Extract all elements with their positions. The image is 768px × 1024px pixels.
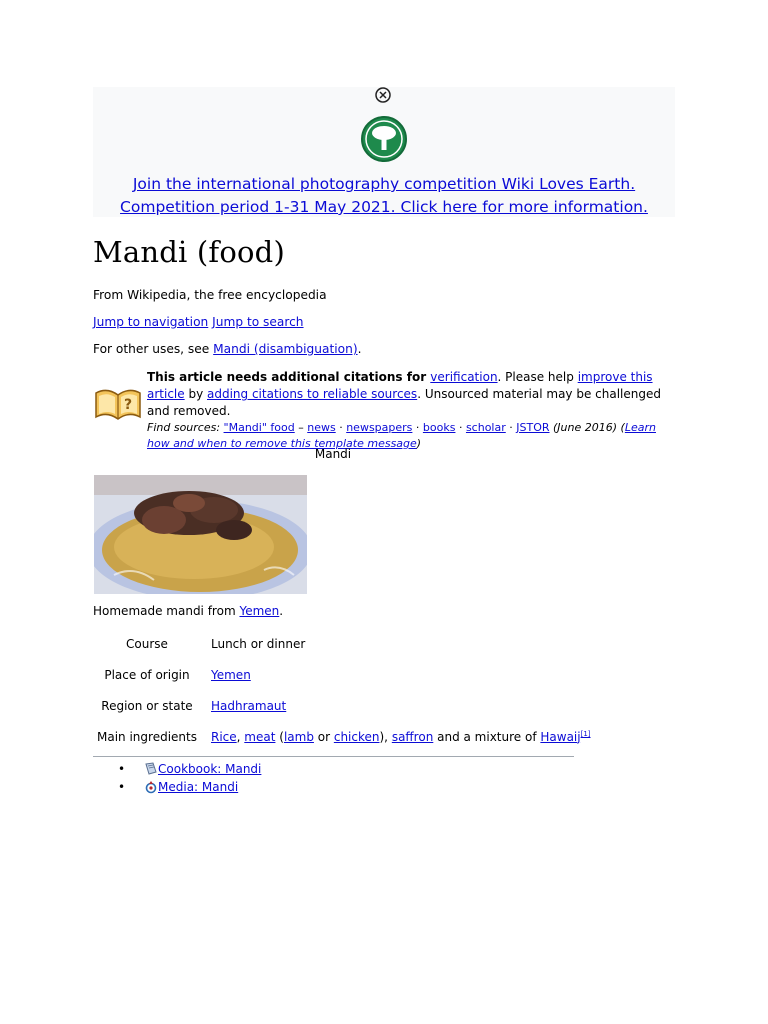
infobox-divider: [93, 756, 574, 757]
notice-text-1: This article needs additional citations for: [147, 370, 431, 384]
hawaij-link[interactable]: Hawaij: [540, 729, 581, 744]
photo-caption-prefix: Homemade mandi from: [93, 604, 240, 618]
origin-yemen-link[interactable]: Yemen: [211, 667, 251, 682]
notice-text-4: . Unsourced material may be challenged and removed.: [147, 387, 661, 418]
notice-text-3: by: [184, 387, 207, 401]
scholar-link[interactable]: scholar: [465, 421, 506, 434]
notice-date: (June 2016): [549, 421, 621, 434]
infobox-title: Mandi: [314, 447, 352, 461]
notice-text-2: . Please help: [497, 370, 578, 384]
cookbook-link[interactable]: Cookbook: Mandi: [158, 762, 262, 776]
media-link[interactable]: Media: Mandi: [158, 780, 239, 794]
infobox-row-origin: [93, 659, 593, 690]
infobox-table: [93, 628, 593, 752]
find-sources-label: Find sources:: [147, 421, 224, 434]
jump-to-navigation-link[interactable]: Jump to navigation: [93, 315, 209, 329]
region-label: Region or state: [101, 698, 193, 713]
banner-line-2[interactable]: Competition period 1-31 May 2021. Click here for more information.: [120, 198, 648, 216]
close-paren: ): [416, 437, 422, 450]
ingredients-value: [201, 721, 593, 752]
or-text: or: [313, 729, 334, 744]
lamb-link[interactable]: lamb: [283, 729, 314, 744]
mandi-photo[interactable]: [94, 475, 307, 594]
saffron-link[interactable]: saffron: [391, 729, 434, 744]
photo-caption: [93, 604, 283, 618]
region-hadhramaut-link[interactable]: Hadhramaut: [211, 698, 287, 713]
verification-link[interactable]: verification: [430, 370, 498, 384]
infobox-row-course: [93, 628, 593, 659]
ingredients-label: Main ingredients: [97, 729, 197, 744]
rice-link[interactable]: Rice: [211, 729, 237, 744]
close-icon[interactable]: [375, 87, 391, 103]
news-link[interactable]: news: [307, 421, 336, 434]
course-value: Lunch or dinner: [211, 636, 306, 651]
learn-how-link[interactable]: Learn how and when to remove this template message: [147, 421, 656, 450]
open-book-question-icon: [93, 381, 143, 423]
newspapers-link[interactable]: newspapers: [346, 421, 413, 434]
bullet: •: [118, 762, 126, 776]
hatnote-prefix: For other uses, see: [93, 342, 214, 356]
sep-4: ·: [505, 421, 517, 434]
books-link[interactable]: books: [422, 421, 456, 434]
sister-links-list: [118, 760, 261, 796]
tagline: From Wikipedia, the free encyclopedia: [93, 288, 327, 302]
page-title: Mandi (food): [93, 235, 285, 269]
reference-link[interactable]: [1]: [580, 729, 591, 738]
dash: –: [294, 421, 308, 434]
jump-to-search-link[interactable]: Jump to search: [212, 315, 304, 329]
tree-logo-icon: [359, 116, 409, 162]
course-label: Course: [126, 636, 168, 651]
photo-caption-suffix: .: [279, 604, 284, 618]
origin-label: Place of origin: [104, 667, 190, 682]
sep-2: ·: [412, 421, 423, 434]
banner-link[interactable]: [93, 173, 675, 219]
bullet: •: [118, 780, 126, 794]
commons-icon: [144, 780, 158, 794]
wikibooks-icon: [144, 762, 158, 776]
comma: ,: [236, 729, 245, 744]
open-paren: (: [620, 421, 625, 434]
hatnote: [93, 341, 361, 358]
sep-1: ·: [335, 421, 347, 434]
query-link[interactable]: "Mandi" food: [223, 421, 295, 434]
caption-yemen-link[interactable]: Yemen: [239, 604, 280, 618]
sep-3: ·: [455, 421, 466, 434]
adding-citations-link[interactable]: adding citations to reliable sources: [207, 387, 418, 401]
infobox-row-region: [93, 690, 593, 721]
list-item: [118, 778, 261, 796]
mixture-text: and a mixture of: [433, 729, 541, 744]
jstor-link[interactable]: JSTOR: [516, 421, 550, 434]
chicken-link[interactable]: chicken: [333, 729, 380, 744]
jump-links: [93, 314, 304, 331]
infobox-row-ingredients: [93, 721, 593, 752]
citation-notice: [147, 369, 667, 452]
paren-close: ),: [379, 729, 392, 744]
disambiguation-link[interactable]: Mandi (disambiguation): [213, 342, 358, 356]
list-item: [118, 760, 261, 778]
meat-link[interactable]: meat: [244, 729, 276, 744]
svg-text:?: ?: [124, 397, 133, 413]
improve-article-link[interactable]: improve this article: [147, 370, 653, 401]
hatnote-suffix: .: [357, 342, 362, 356]
banner-line-1[interactable]: Join the international photography competition Wiki Loves Earth.: [132, 175, 636, 193]
paren-open: (: [275, 729, 284, 744]
